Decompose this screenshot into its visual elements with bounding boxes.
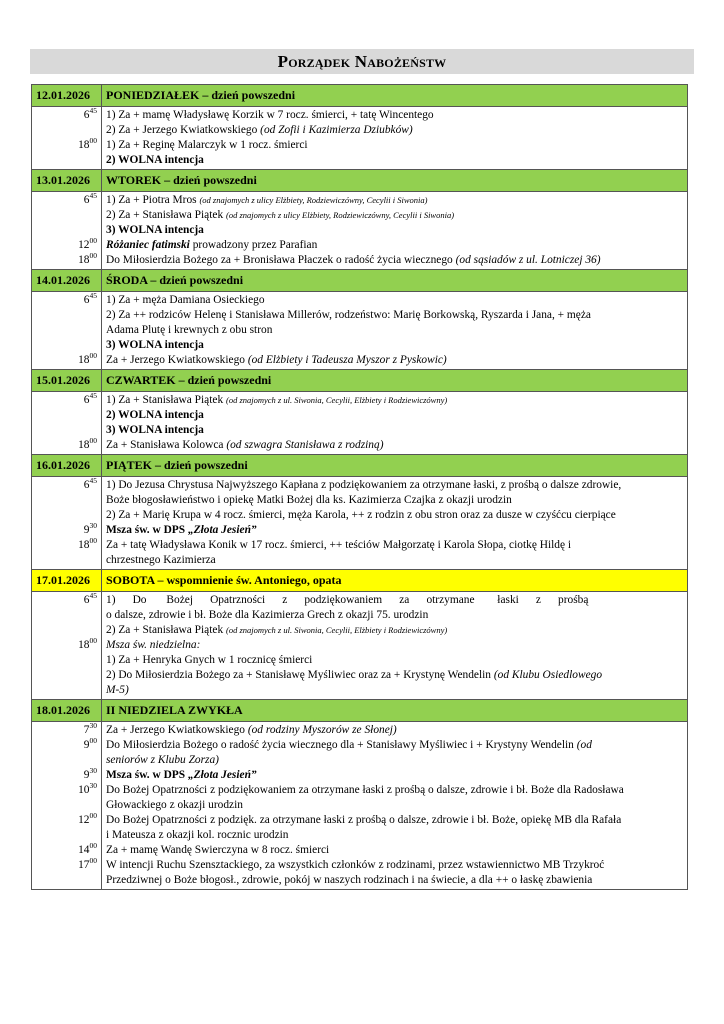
intention-line [106,753,683,768]
mass-time-minutes: 00 [89,841,97,850]
intention-line [106,783,683,798]
mass-time-minutes: 00 [89,251,97,260]
intention-text: (od sąsiadów z ul. Lotniczej 36) [455,254,601,266]
intention-line [106,668,683,683]
intention-line [106,523,683,538]
intention-text: 1) Za + męża Damiana Osieckiego [106,294,265,306]
schedule-table [31,84,688,890]
day-header-row [32,455,688,477]
day-date: 16.01.2026 [32,455,102,477]
mass-time-hour: 18 [78,639,90,651]
intention-text: o dalsze, zdrowie i bł. Boże dla Kazimierza Grech z okazji 75. urodzin [106,609,429,621]
intentions [102,477,688,570]
mass-time [36,668,97,683]
intention-text: 2) Za ++ rodziców Helenę i Stanisława Millerów, rodzeństwo: Marię Borkowską, Ryszarda i Jana, + męża [106,309,591,321]
day-body-row [32,477,688,570]
intention-text: W intencji Ruchu Szensztackiego, za wszystkich członków z rodzinami, przez wstawiennictwo MB Trzykroć [106,859,605,871]
intention-text: 1) Za + Piotra Mros [106,194,200,206]
intentions [102,107,688,170]
mass-time [36,843,97,858]
intention-text: (od Zofii i Kazimierza Dziubków) [260,124,413,136]
intentions [102,292,688,370]
mass-time [36,653,97,668]
day-header-row [32,370,688,392]
mass-time-hour: 6 [83,194,90,206]
intention-line [106,323,683,338]
mass-times [32,477,102,570]
intention-line [106,353,683,368]
intention-text: Różaniec fatimski [106,239,190,251]
mass-time-hour: 17 [78,859,90,871]
intention-line [106,193,683,208]
mass-time [36,478,97,493]
intention-text: „Złota Jesień” [187,524,257,536]
intention-text: (od znajomych z ul. Siwonia, Cecylii, Elżbiety i Rodziewiczówny) [226,395,448,405]
mass-times [32,292,102,370]
mass-times [32,722,102,890]
intention-text: seniorów z Klubu Zorza) [106,754,219,766]
mass-time-hour: 6 [83,594,90,606]
intention-text: (od Klubu Osiedlowego [493,669,603,681]
mass-time [36,138,97,153]
mass-time-hour: 10 [78,784,90,796]
intention-line [106,393,683,408]
intention-line [106,798,683,813]
intention-text: 3) WOLNA intencja [106,424,204,436]
mass-time [36,223,97,238]
intention-line [106,253,683,268]
intention-text: 2) Za + Jerzego Kwiatkowskiego [106,124,261,136]
day-date: 15.01.2026 [32,370,102,392]
mass-time-minutes: 45 [89,391,97,400]
intention-text: 2) Za + Stanisława Piątek [106,209,226,221]
mass-time [36,393,97,408]
intention-line [106,813,683,828]
intention-text: (od rodziny Myszorów ze Słonej) [247,724,397,736]
mass-time [36,323,97,338]
mass-time-minutes: 00 [89,436,97,445]
intention-line [106,293,683,308]
mass-time [36,873,97,888]
mass-time-hour: 6 [83,109,90,121]
mass-time [36,508,97,523]
mass-time-minutes: 00 [89,351,97,360]
intentions [102,592,688,700]
intention-text: Boże błogosławieństwo i opiekę Matki Bożej dla ks. Kazimierza Czajka z okazji urodzin [106,494,512,506]
mass-time-hour: 18 [78,439,90,451]
mass-time [36,753,97,768]
intention-line [106,593,683,608]
intention-line [106,653,683,668]
intention-text: Głowackiego z okazji urodzin [106,799,243,811]
intention-text: 2) WOLNA intencja [106,154,204,166]
intention-line [106,683,683,698]
intention-line [106,438,683,453]
mass-times [32,592,102,700]
mass-time-minutes: 45 [89,106,97,115]
intention-line [106,768,683,783]
intention-line [106,408,683,423]
intention-text: Adama Plutę i krewnych z obu stron [106,324,273,336]
mass-time-minutes: 30 [89,781,97,790]
intention-line [106,138,683,153]
day-header-row [32,85,688,107]
mass-time [36,353,97,368]
mass-time-minutes: 30 [89,521,97,530]
mass-time-hour: 14 [78,844,90,856]
mass-time [36,828,97,843]
intention-text: Przedziwnej o Boże błogosł., zdrowie, pokój w naszych rodzinach i na świecie, a dla ++ o łaskę zbawienia [106,874,593,886]
intention-text: M-5) [106,684,129,696]
day-name: PIĄTEK – dzień powszedni [102,455,688,477]
mass-times [32,392,102,455]
day-header-row [32,700,688,722]
intention-text: Za + Jerzego Kwiatkowskiego [106,724,248,736]
intention-line [106,308,683,323]
intention-line [106,738,683,753]
mass-time [36,768,97,783]
intention-line [106,608,683,623]
intention-text: 1) Za + Stanisława Piątek [106,394,226,406]
mass-time [36,858,97,873]
intention-text: i Mateusza z okazji kol. rocznic urodzin [106,829,289,841]
mass-time-minutes: 00 [89,536,97,545]
mass-time-hour: 18 [78,354,90,366]
day-body-row [32,292,688,370]
intention-text: Msza św. w DPS [106,524,188,536]
intention-text: chrzestnego Kazimierza [106,554,216,566]
mass-time [36,193,97,208]
mass-time [36,153,97,168]
intention-text: 2) Za + Stanisława Piątek [106,624,226,636]
mass-time [36,723,97,738]
page-title-bar [30,49,694,74]
mass-time-hour: 18 [78,539,90,551]
day-date: 14.01.2026 [32,270,102,292]
intention-text: Do Bożej Opatrzności z podzięk. za otrzymane łaski z prośbą o dalsze, zdrowie i bł. Boże, opiekę MB dla Rafała [106,814,622,826]
intention-line [106,623,683,638]
mass-time [36,553,97,568]
mass-time [36,438,97,453]
intention-line [106,638,683,653]
mass-time-hour: 12 [78,814,90,826]
day-name: ŚRODA – dzień powszedni [102,270,688,292]
mass-time-minutes: 45 [89,476,97,485]
mass-time [36,423,97,438]
mass-time [36,308,97,323]
intention-text: Za + Stanisława Kolowca [106,439,227,451]
mass-time [36,123,97,138]
day-date: 18.01.2026 [32,700,102,722]
mass-time-hour: 18 [78,254,90,266]
intention-text: 3) WOLNA intencja [106,224,204,236]
intention-text: 2) WOLNA intencja [106,409,204,421]
page-title: Porządek Nabożeństw [277,51,447,71]
intention-line [106,123,683,138]
intention-text: (od znajomych z ul. Siwonia, Cecylii, Elżbiety i Rodziewiczówny) [226,625,448,635]
intention-line [106,858,683,873]
mass-times [32,192,102,270]
mass-time [36,623,97,638]
mass-time [36,338,97,353]
day-body-row [32,392,688,455]
day-date: 12.01.2026 [32,85,102,107]
mass-time-minutes: 00 [89,856,97,865]
mass-time-hour: 6 [83,294,90,306]
intention-line [106,208,683,223]
intention-text: „Złota Jesień” [187,769,257,781]
mass-time-hour: 6 [83,479,90,491]
mass-time-hour: 9 [83,739,90,751]
mass-time [36,638,97,653]
intention-text: 1) Za + Reginę Malarczyk w 1 rocz. śmierci [106,139,308,151]
intention-text: 1) Do Jezusa Chrystusa Najwyższego Kapłana z podziękowaniem za otrzymane łaski, z prośbą o dalsze zdrowie, [106,479,622,491]
intention-line [106,423,683,438]
intention-text: (od [576,739,592,751]
mass-time [36,238,97,253]
mass-time [36,253,97,268]
intention-line [106,538,683,553]
mass-time-minutes: 45 [89,291,97,300]
mass-time [36,813,97,828]
day-header-row [32,170,688,192]
intention-text: Msza św. niedzielna: [106,639,201,651]
mass-time-hour: 9 [83,524,90,536]
mass-time [36,798,97,813]
mass-times [32,107,102,170]
mass-time-minutes: 00 [89,136,97,145]
mass-time [36,683,97,698]
intentions [102,392,688,455]
intention-text: 2) Za + Marię Krupa w 4 rocz. śmierci, męża Karola, ++ z rodzin z obu stron oraz za dusze w czyśćcu cierpiące [106,509,616,521]
intention-text: 3) WOLNA intencja [106,339,204,351]
day-body-row [32,722,688,890]
intention-text: Do Bożej Opatrzności z podziękowaniem za otrzymane łaski z prośbą o dalsze, zdrowie i bł. Boże dla Radosława [106,784,624,796]
mass-time [36,408,97,423]
day-name: II NIEDZIELA ZWYKŁA [102,700,688,722]
mass-time-minutes: 45 [89,191,97,200]
day-date: 17.01.2026 [32,570,102,592]
intention-text: (od znajomych z ulicy Elżbiety, Rodziewiczówny, Cecylii i Siwonia) [226,210,455,220]
mass-time-hour: 6 [83,394,90,406]
mass-time [36,538,97,553]
mass-time-minutes: 30 [89,766,97,775]
mass-time [36,523,97,538]
mass-time [36,608,97,623]
day-body-row [32,107,688,170]
intention-text: 1) Za + Henryka Gnych w 1 rocznicę śmierci [106,654,313,666]
day-header-row [32,270,688,292]
intention-line [106,723,683,738]
intention-line [106,828,683,843]
intention-line [106,843,683,858]
intention-text: 1) Za + mamę Władysławę Korzik w 7 rocz. śmierci, + tatę Wincentego [106,109,434,121]
intention-text: Msza św. w DPS [106,769,188,781]
mass-time-minutes: 00 [89,736,97,745]
intention-line [106,238,683,253]
intention-text: Za + Jerzego Kwiatkowskiego [106,354,248,366]
mass-time [36,108,97,123]
intention-line [106,108,683,123]
intention-text: Za + mamę Wandę Swierczyna w 8 rocz. śmierci [106,844,330,856]
intention-line [106,553,683,568]
mass-time [36,783,97,798]
intention-line [106,153,683,168]
mass-time-hour: 9 [83,769,90,781]
day-date: 13.01.2026 [32,170,102,192]
intention-text: Do Miłosierdzia Bożego o radość życia wiecznego dla + Stanisławy Myśliwiec i + Krystyny Wendelin [106,739,577,751]
intention-text: 1) Do Bożej Opatrzności z podziękowaniem za otrzymane łaski z prośbą [106,594,589,606]
day-body-row [32,592,688,700]
day-header-row [32,570,688,592]
intention-text: (od znajomych z ulicy Elżbiety, Rodziewiczówny, Cecylii i Siwonia) [199,195,428,205]
mass-time [36,493,97,508]
day-body-row [32,192,688,270]
intention-line [106,508,683,523]
mass-time-hour: 18 [78,139,90,151]
day-name: PONIEDZIAŁEK – dzień powszedni [102,85,688,107]
mass-time-minutes: 00 [89,811,97,820]
mass-time [36,593,97,608]
intention-text: prowadzony przez Parafian [189,239,318,251]
day-name: SOBOTA – wspomnienie św. Antoniego, opata [102,570,688,592]
mass-time-minutes: 45 [89,591,97,600]
mass-time-hour: 7 [83,724,90,736]
intention-text: (od Elżbiety i Tadeusza Myszor z Pyskowic) [247,354,447,366]
mass-time [36,208,97,223]
mass-time-minutes: 00 [89,636,97,645]
intention-line [106,338,683,353]
intention-text: 2) Do Miłosierdzia Bożego za + Stanisławę Myśliwiec oraz za + Krystynę Wendelin [106,669,494,681]
intentions [102,192,688,270]
intention-line [106,478,683,493]
intention-text: Za + tatę Władysława Konik w 17 rocz. śmierci, ++ teściów Małgorzatę i Karola Słopa, ciotkę Hildę i [106,539,572,551]
mass-time [36,738,97,753]
intention-text: Do Miłosierdzia Bożego za + Bronisława Płaczek o radość życia wiecznego [106,254,456,266]
day-name: CZWARTEK – dzień powszedni [102,370,688,392]
intention-line [106,873,683,888]
intention-line [106,493,683,508]
mass-time-minutes: 00 [89,236,97,245]
intention-line [106,223,683,238]
mass-time [36,293,97,308]
intentions [102,722,688,890]
mass-time-minutes: 30 [89,721,97,730]
mass-time-hour: 12 [78,239,90,251]
intention-text: (od szwagra Stanisława z rodziną) [226,439,384,451]
day-name: WTOREK – dzień powszedni [102,170,688,192]
